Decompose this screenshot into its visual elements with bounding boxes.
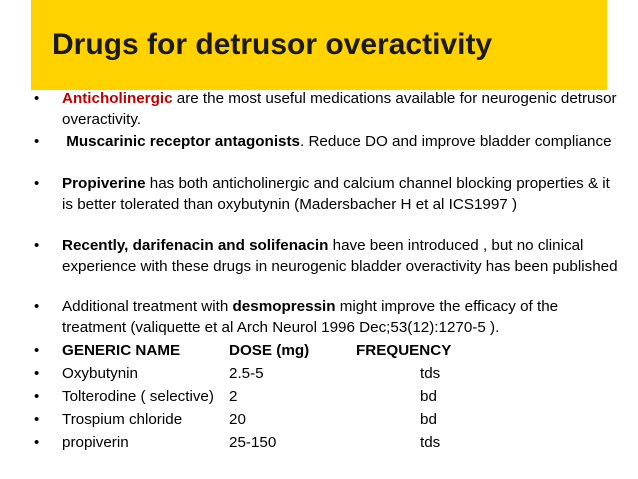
bullet-icon: • (34, 342, 40, 359)
bullet-icon: • (34, 411, 40, 428)
cell-frequency: tds (420, 365, 441, 382)
header-dose: DOSE (mg) (229, 342, 310, 359)
bullet-icon: • (34, 133, 40, 150)
bullet-icon: • (34, 365, 40, 382)
header-generic-name: GENERIC NAME (62, 342, 181, 359)
bullet-icon: • (34, 298, 40, 315)
bullet-icon: • (34, 434, 40, 451)
slide-title: Drugs for detrusor overactivity (52, 28, 493, 61)
cell-name: propiverin (62, 434, 129, 451)
cell-name: Tolterodine ( selective) (62, 388, 214, 405)
cell-name: Oxybutynin (62, 365, 138, 382)
cell-dose: 20 (229, 411, 246, 428)
bullet-icon: • (34, 237, 40, 254)
bullet-text: Recently, darifenacin and solifenacin have been introduced , but no clinical experience with these drugs in neurogenic bladder overactivity has been published (62, 237, 618, 275)
cell-frequency: bd (420, 411, 437, 428)
bullet-icon: • (34, 90, 40, 107)
bullet-text: Additional treatment with desmopressin might improve the efficacy of the treatment (valiquette et al Arch Neurol 1996 Dec;53(12):1270-5 ). (62, 298, 559, 336)
bullet-text: Anticholinergic are the most useful medications available for neurogenic detrusor overactivity. (62, 90, 617, 128)
header-frequency: FREQUENCY (356, 342, 452, 359)
cell-dose: 2 (229, 388, 238, 405)
bullet-text: Propiverine has both anticholinergic and calcium channel blocking properties & it is better tolerated than oxybutynin (Madersbacher H et al ICS1997 ) (62, 175, 610, 213)
bullet-icon: • (34, 388, 40, 405)
bullet-text: Muscarinic receptor antagonists. Reduce DO and improve bladder compliance (62, 133, 612, 150)
cell-dose: 25-150 (229, 434, 277, 451)
bullet-icon: • (34, 175, 40, 192)
cell-name: Trospium chloride (62, 411, 183, 428)
cell-frequency: tds (420, 434, 441, 451)
cell-frequency: bd (420, 388, 437, 405)
cell-dose: 2.5-5 (229, 365, 264, 382)
